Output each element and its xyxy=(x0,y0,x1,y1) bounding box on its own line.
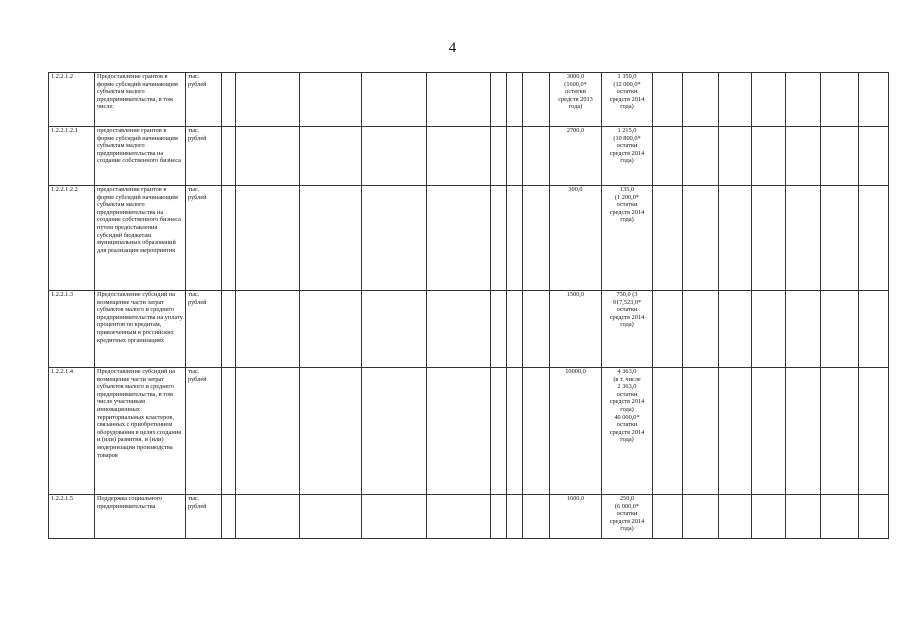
empty-cell xyxy=(859,368,889,495)
empty-cell xyxy=(427,73,491,127)
empty-cell xyxy=(683,127,719,186)
empty-cell xyxy=(683,186,719,291)
value-line: 1 350,0 xyxy=(617,73,637,80)
value-line: года) xyxy=(620,216,634,224)
empty-cell xyxy=(752,73,786,127)
row-code: 1.2.2.1.3 xyxy=(49,291,95,368)
empty-cell xyxy=(859,291,889,368)
row-code: 1.2.2.1.5 xyxy=(49,495,95,539)
empty-cell xyxy=(653,495,683,539)
row-name: Предоставление грантов в форме субсидий начинающим субъектам малого предпринимательства, в том числе: xyxy=(95,73,186,127)
empty-cell xyxy=(786,495,821,539)
empty-cell xyxy=(300,186,362,291)
row-value-a xyxy=(550,73,602,127)
row-name: предоставление грантов в форме субсидий начинающим субъектам малого предпринимательства на создание собственного бизнеса путем предоставления субсидий бюджетам муниципальных образований для реализации мероприятия xyxy=(95,186,186,291)
value-line: года) xyxy=(620,525,634,533)
value-line: средств 2014 xyxy=(609,517,645,525)
empty-cell xyxy=(752,495,786,539)
empty-cell xyxy=(222,127,236,186)
value-line: 1500,0 xyxy=(566,291,585,298)
value-line: (10 800,0* xyxy=(613,134,641,142)
value-line: 4 363,0 xyxy=(617,368,637,375)
empty-cell xyxy=(222,495,236,539)
table-row xyxy=(49,495,889,539)
empty-cell xyxy=(362,368,427,495)
empty-cell xyxy=(719,127,752,186)
empty-cell xyxy=(507,186,523,291)
empty-cell xyxy=(507,127,523,186)
empty-cell xyxy=(523,291,550,368)
empty-cell xyxy=(786,291,821,368)
empty-cell xyxy=(300,73,362,127)
row-unit: тыс. рублей xyxy=(186,291,222,368)
empty-cell xyxy=(427,368,491,495)
row-value-b xyxy=(602,495,653,539)
value-line: (1 200,0* xyxy=(614,193,640,201)
row-value-b xyxy=(602,291,653,368)
empty-cell xyxy=(362,73,427,127)
row-value-b xyxy=(602,186,653,291)
empty-cell xyxy=(653,186,683,291)
empty-cell xyxy=(491,127,507,186)
empty-cell xyxy=(491,186,507,291)
row-value-b xyxy=(602,127,653,186)
row-name: Предоставление субсидий на возмещение части затрат субъектов малого и среднего предпринимательства, в том числе участникам инновационных территориальных кластеров, связанных с приобретением оборудования в целях создания и (или) развития, и (или) модернизации производства товаров xyxy=(95,368,186,495)
value-line: остатки xyxy=(616,142,638,150)
value-line: средств 2014 xyxy=(609,313,645,321)
empty-cell xyxy=(362,291,427,368)
value-line: средств 2014 xyxy=(609,149,645,157)
row-value-a xyxy=(550,291,602,368)
empty-cell xyxy=(222,291,236,368)
value-line: средств 2014 xyxy=(609,95,645,103)
row-unit: тыс. рублей xyxy=(186,368,222,495)
empty-cell xyxy=(752,127,786,186)
value-line: 250,0 xyxy=(619,495,635,502)
value-line: 1 215,0 xyxy=(617,127,637,134)
empty-cell xyxy=(491,495,507,539)
empty-cell xyxy=(507,73,523,127)
value-line: 917,523,0* xyxy=(612,298,642,306)
empty-cell xyxy=(427,127,491,186)
empty-cell xyxy=(719,495,752,539)
row-name: предоставление грантов в форме субсидий начинающим субъектам малого предпринимательства на создание собственного бизнеса xyxy=(95,127,186,186)
value-line: остатки xyxy=(616,201,638,209)
value-line: средств 2014 xyxy=(609,428,645,436)
value-line: 3000,0 xyxy=(566,73,585,80)
value-line: остатки xyxy=(616,421,638,429)
empty-cell xyxy=(523,73,550,127)
table-row xyxy=(49,368,889,495)
row-code: 1.2.2.1.2 xyxy=(49,73,95,127)
empty-cell xyxy=(362,186,427,291)
empty-cell xyxy=(427,291,491,368)
empty-cell xyxy=(752,368,786,495)
empty-cell xyxy=(653,73,683,127)
empty-cell xyxy=(427,495,491,539)
empty-cell xyxy=(491,73,507,127)
empty-cell xyxy=(222,73,236,127)
empty-cell xyxy=(362,127,427,186)
empty-cell xyxy=(653,291,683,368)
empty-cell xyxy=(236,368,300,495)
value-line: средств 2014 xyxy=(609,208,645,216)
row-name: Предоставление субсидий на возмещение части затрат субъектов малого и среднего предпринимательства на уплату процентов по кредитам, привлеченным в российских кредитных организациях xyxy=(95,291,186,368)
value-line: остатки xyxy=(616,88,638,96)
row-code: 1.2.2.1.2.2 xyxy=(49,186,95,291)
empty-cell xyxy=(821,291,859,368)
value-line: 135,0 xyxy=(619,186,635,193)
empty-cell xyxy=(821,186,859,291)
empty-cell xyxy=(859,127,889,186)
value-line: 10000,0 xyxy=(565,368,586,375)
empty-cell xyxy=(236,73,300,127)
row-unit: тыс. рублей xyxy=(186,127,222,186)
empty-cell xyxy=(236,127,300,186)
value-line: года) xyxy=(620,321,634,329)
table-row xyxy=(49,291,889,368)
empty-cell xyxy=(821,495,859,539)
empty-cell xyxy=(222,368,236,495)
empty-cell xyxy=(683,368,719,495)
empty-cell xyxy=(491,291,507,368)
empty-cell xyxy=(523,495,550,539)
row-name: Поддержка социального предпринимательства xyxy=(95,495,186,539)
value-line: 40 000,0* xyxy=(614,413,640,421)
empty-cell xyxy=(786,368,821,495)
empty-cell xyxy=(300,291,362,368)
table-row xyxy=(49,186,889,291)
empty-cell xyxy=(719,368,752,495)
empty-cell xyxy=(859,73,889,127)
value-line: 750,0 (3 xyxy=(616,291,638,298)
row-value-b xyxy=(602,73,653,127)
row-code: 1.2.2.1.4 xyxy=(49,368,95,495)
value-line: остатки xyxy=(565,88,586,96)
value-line: года) xyxy=(620,103,634,111)
value-line: 1600,0 xyxy=(566,495,585,502)
value-line: 2 363,0 xyxy=(617,383,637,391)
empty-cell xyxy=(821,73,859,127)
row-value-a xyxy=(550,127,602,186)
empty-cell xyxy=(653,127,683,186)
empty-cell xyxy=(719,73,752,127)
value-line: (в т. числе xyxy=(613,375,641,383)
empty-cell xyxy=(507,495,523,539)
empty-cell xyxy=(683,291,719,368)
value-line: года) xyxy=(568,103,583,111)
table-row xyxy=(49,73,889,127)
empty-cell xyxy=(683,73,719,127)
row-value-a xyxy=(550,495,602,539)
empty-cell xyxy=(821,368,859,495)
empty-cell xyxy=(236,291,300,368)
empty-cell xyxy=(523,368,550,495)
row-code: 1.2.2.1.2.1 xyxy=(49,127,95,186)
row-value-a xyxy=(550,368,602,495)
empty-cell xyxy=(786,127,821,186)
value-line: остатки xyxy=(616,306,638,314)
value-line: (1600,0* xyxy=(564,80,587,88)
empty-cell xyxy=(859,495,889,539)
row-value-b xyxy=(602,368,653,495)
empty-cell xyxy=(719,291,752,368)
empty-cell xyxy=(362,495,427,539)
empty-cell xyxy=(507,368,523,495)
value-line: года) xyxy=(620,436,634,444)
value-line: средств 2013 xyxy=(558,95,593,103)
value-line: года) xyxy=(620,405,634,413)
empty-cell xyxy=(653,368,683,495)
empty-cell xyxy=(786,73,821,127)
empty-cell xyxy=(786,186,821,291)
value-line: (6 000,0* xyxy=(614,502,640,510)
value-line: года) xyxy=(620,157,634,165)
empty-cell xyxy=(523,186,550,291)
row-unit: тыс. рублей xyxy=(186,495,222,539)
budget-table xyxy=(48,72,889,539)
empty-cell xyxy=(300,368,362,495)
empty-cell xyxy=(507,291,523,368)
value-line: (12 000,0* xyxy=(613,80,641,88)
empty-cell xyxy=(491,368,507,495)
empty-cell xyxy=(300,127,362,186)
value-line: 300,0 xyxy=(568,186,583,193)
empty-cell xyxy=(236,495,300,539)
row-unit: тыс. рублей xyxy=(186,73,222,127)
empty-cell xyxy=(859,186,889,291)
value-line: остатки xyxy=(616,390,638,398)
table-row xyxy=(49,127,889,186)
empty-cell xyxy=(300,495,362,539)
row-value-a xyxy=(550,186,602,291)
empty-cell xyxy=(752,186,786,291)
empty-cell xyxy=(821,127,859,186)
value-line: средств 2014 xyxy=(609,398,645,406)
empty-cell xyxy=(683,495,719,539)
row-unit: тыс. рублей xyxy=(186,186,222,291)
page-number: 4 xyxy=(448,40,457,56)
empty-cell xyxy=(222,186,236,291)
empty-cell xyxy=(236,186,300,291)
empty-cell xyxy=(427,186,491,291)
empty-cell xyxy=(523,127,550,186)
value-line: 2700,0 xyxy=(566,127,585,134)
empty-cell xyxy=(719,186,752,291)
value-line: остатки xyxy=(616,510,638,518)
empty-cell xyxy=(752,291,786,368)
